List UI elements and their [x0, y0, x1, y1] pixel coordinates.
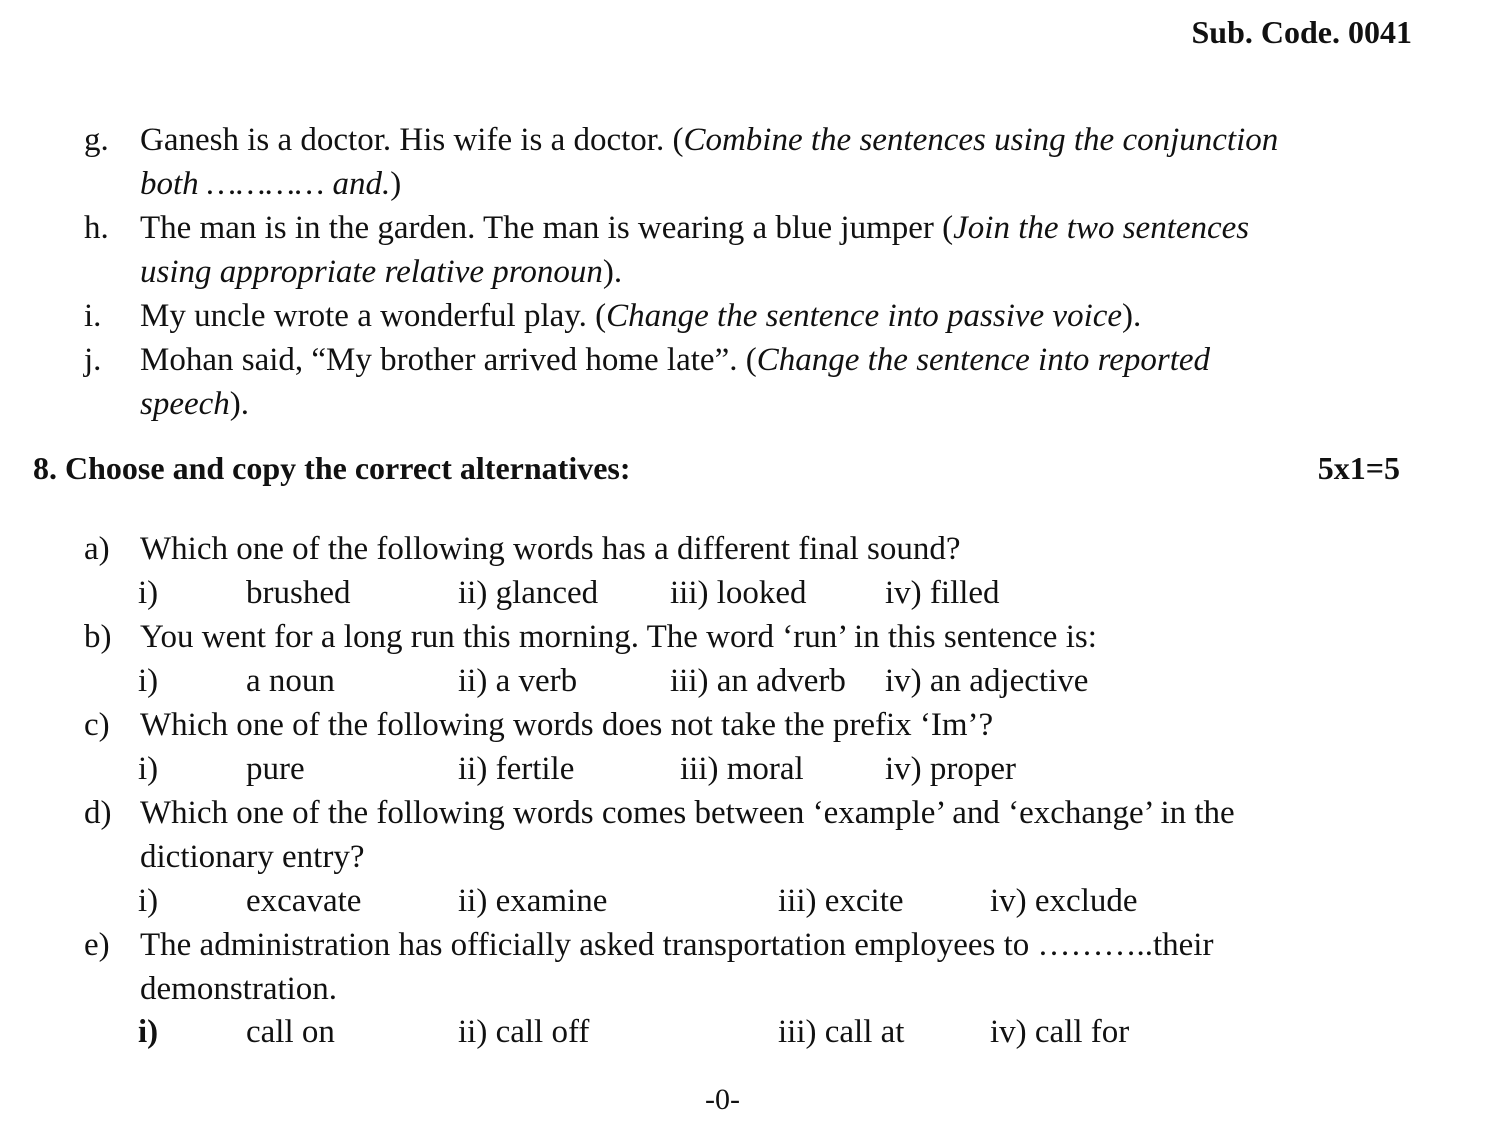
item-h-line1: The man is in the garden. The man is wearing a blue jumper (Join the two sentences [140, 210, 1250, 246]
option: iii) excite [778, 883, 904, 919]
option: iii) an adverb [670, 663, 846, 699]
item-j-line2: speech). [140, 386, 250, 422]
option-label: i) [138, 663, 159, 699]
option: ii) call off [458, 1014, 590, 1050]
option: iii) looked [670, 575, 807, 611]
option-label: i) [138, 751, 159, 787]
question-d-text: Which one of the following words comes between ‘example’ and ‘exchange’ in the [140, 795, 1235, 831]
question-8-heading: 8. Choose and copy the correct alternatives: [33, 450, 631, 486]
item-g-line1: Ganesh is a doctor. His wife is a doctor. (Combine the sentences using the conjunction [140, 122, 1279, 158]
question-e-text: The administration has officially asked transportation employees to ………..their [140, 927, 1214, 963]
question-d-text-line2: dictionary entry? [140, 839, 365, 875]
item-label: j. [84, 342, 102, 378]
question-label: c) [84, 707, 110, 743]
option: pure [246, 751, 305, 787]
option: iv) exclude [990, 883, 1138, 919]
item-label: g. [84, 122, 109, 158]
option: iv) call for [990, 1014, 1130, 1050]
item-g-line2: both ………… and.) [140, 166, 402, 202]
option: excavate [246, 883, 362, 919]
option: a noun [246, 663, 335, 699]
item-j-line1: Mohan said, “My brother arrived home late”. (Change the sentence into reported [140, 342, 1211, 378]
option: iv) filled [885, 575, 1000, 611]
item-label: i. [84, 298, 102, 334]
option: ii) glanced [458, 575, 599, 611]
option: iii) moral [680, 751, 804, 787]
subject-code: Sub. Code. 0041 [1191, 14, 1412, 50]
option: brushed [246, 575, 351, 611]
option-label: i) [138, 883, 159, 919]
question-8-marks: 5x1=5 [1317, 450, 1400, 486]
option: call on [246, 1014, 335, 1050]
option: ii) a verb [458, 663, 578, 699]
option-label: i) [138, 1014, 159, 1050]
option: ii) fertile [458, 751, 575, 787]
question-label: a) [84, 531, 110, 567]
item-label: h. [84, 210, 109, 246]
question-e-text-line2: demonstration. [140, 971, 338, 1007]
option: iv) an adjective [885, 663, 1089, 699]
option: ii) examine [458, 883, 608, 919]
question-label: d) [84, 795, 112, 831]
question-b-text: You went for a long run this morning. The word ‘run’ in this sentence is: [140, 619, 1097, 655]
question-a-text: Which one of the following words has a different final sound? [140, 531, 961, 567]
option-label: i) [138, 575, 159, 611]
question-label: e) [84, 927, 110, 963]
question-label: b) [84, 619, 112, 655]
item-i-line1: My uncle wrote a wonderful play. (Change the sentence into passive voice). [140, 298, 1142, 334]
option: iv) proper [885, 751, 1017, 787]
page-number: -0- [705, 1083, 740, 1116]
question-c-text: Which one of the following words does not take the prefix ‘Im’? [140, 707, 994, 743]
item-h-line2: using appropriate relative pronoun). [140, 254, 623, 290]
option: iii) call at [778, 1014, 905, 1050]
